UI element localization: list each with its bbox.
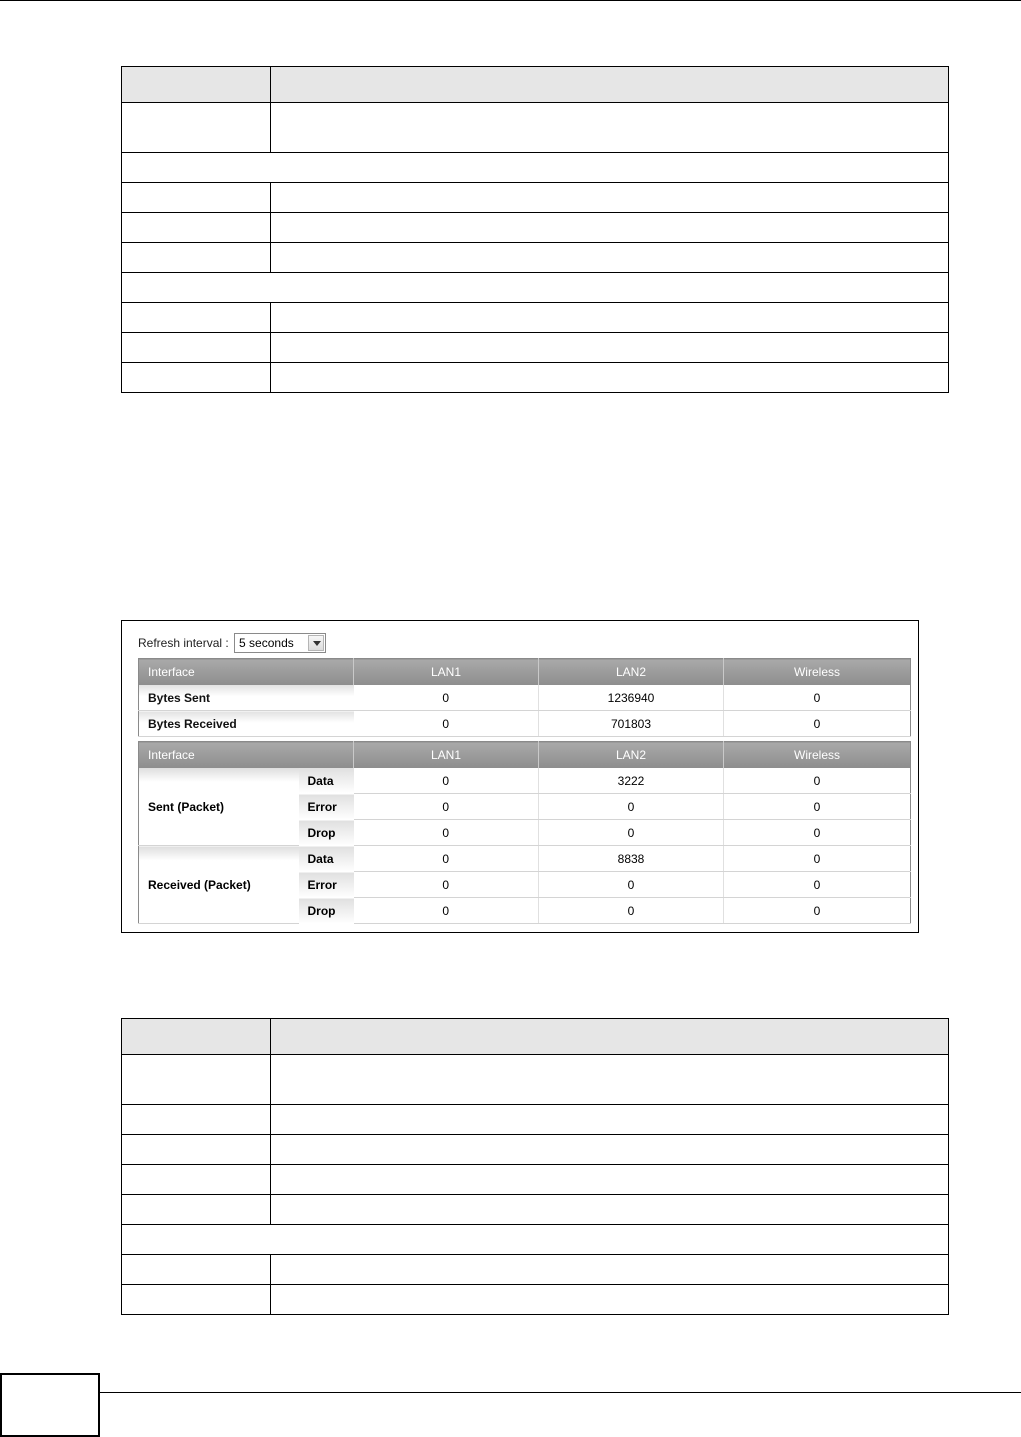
received-drop-label: Drop xyxy=(299,898,354,924)
header-rule xyxy=(0,0,1021,1)
bytes-received-lan1: 0 xyxy=(354,711,539,737)
sent-data-lan2: 3222 xyxy=(539,768,724,794)
doc-table-bottom xyxy=(121,1018,949,1315)
doc-table-row xyxy=(122,1285,949,1315)
bytes-sent-lan2: 1236940 xyxy=(539,685,724,711)
bytes-received-lan2: 701803 xyxy=(539,711,724,737)
received-data-wireless: 0 xyxy=(724,846,911,872)
table-row xyxy=(139,711,911,737)
doc-table-row xyxy=(122,1135,949,1165)
doc-table-row xyxy=(122,243,949,273)
bytes-received-label: Bytes Received xyxy=(139,711,354,737)
header-lan1: LAN1 xyxy=(354,659,539,686)
doc-table-row xyxy=(122,103,949,153)
refresh-interval-label: Refresh interval : xyxy=(138,636,229,650)
sent-drop-label: Drop xyxy=(299,820,354,846)
bytes-received-wireless: 0 xyxy=(724,711,911,737)
header-wireless: Wireless xyxy=(724,742,911,769)
sent-drop-lan2: 0 xyxy=(539,820,724,846)
bytes-table xyxy=(138,658,911,737)
received-error-lan2: 0 xyxy=(539,872,724,898)
received-error-lan1: 0 xyxy=(354,872,539,898)
received-data-lan2: 8838 xyxy=(539,846,724,872)
doc-table-row xyxy=(122,183,949,213)
doc-table-header-row xyxy=(122,1019,949,1055)
refresh-interval-value: 5 seconds xyxy=(239,636,294,650)
doc-table-section-row xyxy=(122,273,949,303)
header-lan1: LAN1 xyxy=(354,742,539,769)
packet-table xyxy=(138,741,911,924)
doc-table-top xyxy=(121,66,949,393)
doc-table-header-row xyxy=(122,67,949,103)
header-lan2: LAN2 xyxy=(539,742,724,769)
sent-data-wireless: 0 xyxy=(724,768,911,794)
doc-table-row xyxy=(122,1105,949,1135)
table-row xyxy=(139,768,911,794)
received-data-lan1: 0 xyxy=(354,846,539,872)
sent-drop-wireless: 0 xyxy=(724,820,911,846)
refresh-interval-control xyxy=(138,633,326,653)
bytes-table-header xyxy=(139,659,911,686)
doc-table-section-row xyxy=(122,153,949,183)
sent-error-lan2: 0 xyxy=(539,794,724,820)
sent-data-label: Data xyxy=(299,768,354,794)
received-packet-label: Received (Packet) xyxy=(139,846,299,924)
footer-rule xyxy=(100,1392,1021,1393)
sent-packet-label: Sent (Packet) xyxy=(139,768,299,846)
packet-table-header xyxy=(139,742,911,769)
sent-data-lan1: 0 xyxy=(354,768,539,794)
header-interface: Interface xyxy=(139,742,354,769)
doc-table-row xyxy=(122,1165,949,1195)
sent-error-wireless: 0 xyxy=(724,794,911,820)
statistics-panel xyxy=(121,620,919,933)
sent-error-label: Error xyxy=(299,794,354,820)
doc-table-row xyxy=(122,1055,949,1105)
header-lan2: LAN2 xyxy=(539,659,724,686)
chevron-down-icon[interactable] xyxy=(308,635,324,651)
doc-table-row xyxy=(122,1255,949,1285)
sent-drop-lan1: 0 xyxy=(354,820,539,846)
header-interface: Interface xyxy=(139,659,354,686)
refresh-interval-select[interactable] xyxy=(234,633,326,653)
table-row xyxy=(139,846,911,872)
received-error-label: Error xyxy=(299,872,354,898)
doc-table-row xyxy=(122,363,949,393)
table-row xyxy=(139,685,911,711)
doc-table-section-row xyxy=(122,1225,949,1255)
bytes-sent-wireless: 0 xyxy=(724,685,911,711)
doc-table-row xyxy=(122,303,949,333)
doc-table-row xyxy=(122,333,949,363)
bytes-sent-label: Bytes Sent xyxy=(139,685,354,711)
received-error-wireless: 0 xyxy=(724,872,911,898)
sent-error-lan1: 0 xyxy=(354,794,539,820)
received-data-label: Data xyxy=(299,846,354,872)
header-wireless: Wireless xyxy=(724,659,911,686)
received-drop-lan1: 0 xyxy=(354,898,539,924)
doc-table-row xyxy=(122,1195,949,1225)
received-drop-wireless: 0 xyxy=(724,898,911,924)
received-drop-lan2: 0 xyxy=(539,898,724,924)
doc-table-row xyxy=(122,213,949,243)
page-number-box xyxy=(0,1373,100,1437)
bytes-sent-lan1: 0 xyxy=(354,685,539,711)
